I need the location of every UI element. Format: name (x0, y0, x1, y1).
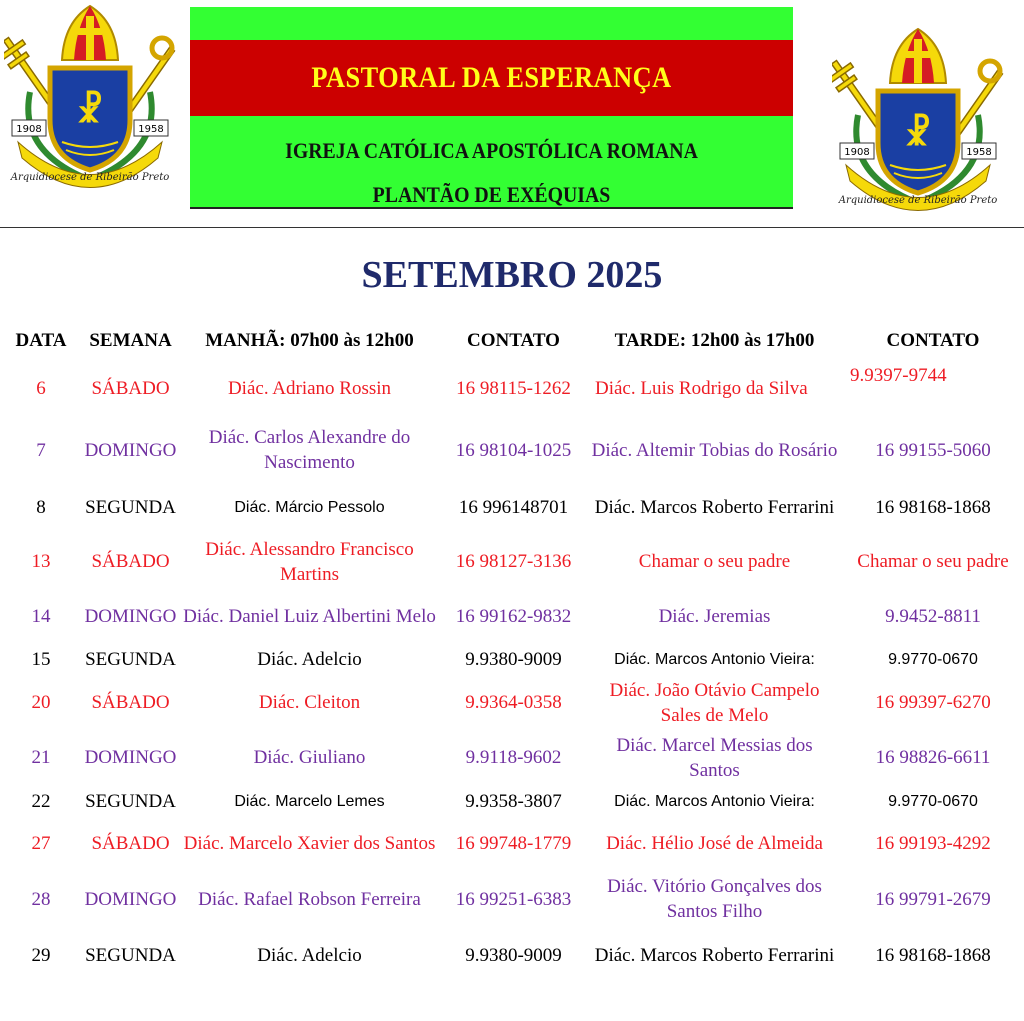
cell-morning-contact: 16 98104-1025 (455, 439, 572, 461)
month-heading: SETEMBRO 2025 (361, 254, 663, 296)
banner-subtitle-duty: PLANTÃO DE EXÉQUIAS (372, 182, 611, 207)
cell-date: 7 (36, 439, 46, 461)
cell-weekday: SEGUNDA (85, 496, 176, 518)
header-date: DATA (15, 330, 67, 351)
table-row (0, 816, 1024, 871)
divider-line (0, 227, 1024, 228)
cell-weekday: SÁBADO (91, 833, 170, 854)
table-row (0, 786, 1024, 816)
table-row (0, 643, 1024, 676)
schedule-table (0, 325, 1024, 983)
cell-morning-contact: 16 99162-9832 (455, 606, 572, 627)
cell-afternoon: Diác. Marcos Roberto Ferrarini (594, 944, 835, 966)
cell-afternoon: Diác. João Otávio Campelo Sales de Melo (609, 679, 820, 726)
table-row (0, 927, 1024, 983)
cell-morning: Diác. Adriano Rossin (227, 377, 392, 399)
cell-weekday: SEGUNDA (85, 944, 176, 966)
svg-text:☧: ☧ (76, 91, 104, 131)
cell-afternoon-contact: 9.9452-8811 (885, 606, 981, 627)
cell-afternoon: Diác. Hélio José de Almeida (606, 833, 823, 854)
crest-motto: Arquidiocese de Ribeirão Preto (10, 172, 170, 183)
cell-weekday: DOMINGO (84, 606, 177, 627)
table-header-row (0, 325, 1024, 357)
cell-date: 15 (31, 649, 51, 670)
cell-afternoon: Diác. Marcos Antonio Vieira: (614, 651, 815, 668)
cell-afternoon-contact: 9.9397-9744 (850, 365, 947, 386)
cell-date: 13 (31, 551, 51, 572)
table-row (0, 729, 1024, 786)
table-row (0, 533, 1024, 590)
cell-date: 21 (31, 747, 51, 768)
cell-weekday: SEGUNDA (85, 790, 176, 812)
cell-morning: Diác. Giuliano (253, 747, 366, 768)
cell-date: 28 (31, 888, 51, 910)
table-row (0, 676, 1024, 729)
cell-afternoon: Diác. Vitório Gonçalves dos Santos Filho (607, 876, 822, 922)
cell-morning-contact: 16 98127-3136 (455, 551, 572, 572)
table-row (0, 357, 1024, 419)
cell-afternoon-contact: 16 99193-4292 (875, 833, 991, 854)
cell-morning: Diác. Daniel Luiz Albertini Melo (183, 606, 436, 627)
archdiocese-crest-left (4, 2, 176, 192)
cell-morning: Diác. Adelcio (257, 944, 362, 966)
cell-morning: Diác. Rafael Robson Ferreira (198, 888, 421, 910)
table-row (0, 419, 1024, 481)
cell-morning-contact: 16 99748-1779 (455, 833, 572, 854)
cell-date: 20 (31, 692, 51, 713)
cell-morning-contact: 16 98115-1262 (456, 377, 571, 399)
cell-morning-contact: 9.9380-9009 (465, 649, 562, 670)
cell-morning-contact: 16 99251-6383 (455, 888, 572, 910)
cell-afternoon-contact: 9.9770-0670 (888, 792, 978, 810)
crest-year-right: 1958 (966, 147, 992, 158)
cell-afternoon-contact: 16 98826-6611 (875, 747, 991, 768)
header-weekday: SEMANA (89, 330, 172, 351)
cell-afternoon-contact: 16 99397-6270 (875, 692, 991, 713)
banner-subtitle-church: IGREJA CATÓLICA APOSTÓLICA ROMANA (285, 138, 698, 163)
cell-afternoon-contact: 16 98168-1868 (875, 496, 991, 518)
header-morning-contact: CONTATO (467, 330, 560, 351)
cell-morning: Diác. Cleiton (258, 692, 361, 713)
header-morning: MANHÃ: 07h00 às 12h00 (205, 330, 414, 351)
header-banner (190, 7, 793, 209)
cell-weekday: DOMINGO (84, 747, 177, 768)
cell-morning-contact: 9.9380-9009 (465, 944, 562, 966)
svg-text:☧: ☧ (904, 114, 932, 154)
cell-afternoon: Diác. Marcos Roberto Ferrarini (594, 496, 835, 518)
cell-morning-contact: 9.9364-0358 (465, 692, 562, 713)
cell-morning-contact: 9.9118-9602 (465, 747, 562, 768)
crest-year-left: 1908 (16, 124, 42, 135)
table-row (0, 871, 1024, 927)
cell-afternoon-contact: 9.9770-0670 (888, 651, 978, 668)
cell-morning: Diác. Alessandro Francisco Martins (205, 538, 414, 585)
cell-afternoon-contact: 16 98168-1868 (875, 944, 991, 966)
cell-afternoon: Diác. Marcel Messias dos Santos (616, 734, 813, 781)
cell-morning: Diác. Márcio Pessolo (234, 498, 385, 516)
cell-morning-contact: 16 996148701 (458, 496, 569, 518)
header-afternoon-contact: CONTATO (886, 330, 980, 351)
cell-date: 22 (31, 790, 51, 812)
cell-afternoon: Chamar o seu padre (638, 551, 791, 572)
cell-afternoon: Diác. Luis Rodrigo da Silva (595, 377, 808, 399)
cell-weekday: SÁBADO (91, 551, 170, 572)
cell-date: 8 (36, 496, 46, 518)
cell-afternoon-contact: Chamar o seu padre (857, 551, 1009, 572)
banner-title: PASTORAL DA ESPERANÇA (311, 61, 672, 94)
cell-weekday: SÁBADO (91, 692, 170, 713)
mitre-icon (890, 29, 946, 83)
crest-year-right: 1958 (138, 124, 164, 135)
mitre-icon (62, 6, 118, 60)
cell-morning-contact: 9.9358-3807 (465, 790, 562, 812)
table-row (0, 481, 1024, 533)
archdiocese-crest-right (832, 25, 1004, 215)
cell-weekday: DOMINGO (84, 439, 177, 461)
cell-weekday: SÁBADO (91, 377, 170, 399)
cell-morning: Diác. Marcelo Lemes (234, 792, 385, 810)
cell-morning: Diác. Carlos Alexandre do Nascimento (208, 427, 411, 473)
cell-weekday: DOMINGO (84, 888, 177, 910)
cell-afternoon: Diác. Marcos Antonio Vieira: (614, 792, 815, 810)
cell-morning: Diác. Marcelo Xavier dos Santos (183, 833, 436, 854)
cell-date: 6 (36, 377, 46, 399)
cell-afternoon-contact: 16 99791-2679 (875, 888, 991, 910)
cell-date: 14 (31, 606, 51, 627)
header-afternoon: TARDE: 12h00 às 17h00 (614, 330, 815, 351)
cell-afternoon: Diác. Altemir Tobias do Rosário (591, 439, 838, 461)
cell-morning: Diác. Adelcio (257, 649, 362, 670)
cell-weekday: SEGUNDA (85, 649, 176, 670)
cell-date: 29 (31, 944, 51, 966)
cell-afternoon-contact: 16 99155-5060 (875, 439, 991, 461)
cell-date: 27 (31, 833, 51, 854)
crest-motto: Arquidiocese de Ribeirão Preto (838, 195, 998, 206)
table-row (0, 590, 1024, 643)
cell-afternoon: Diác. Jeremias (658, 606, 771, 627)
crest-year-left: 1908 (844, 147, 870, 158)
